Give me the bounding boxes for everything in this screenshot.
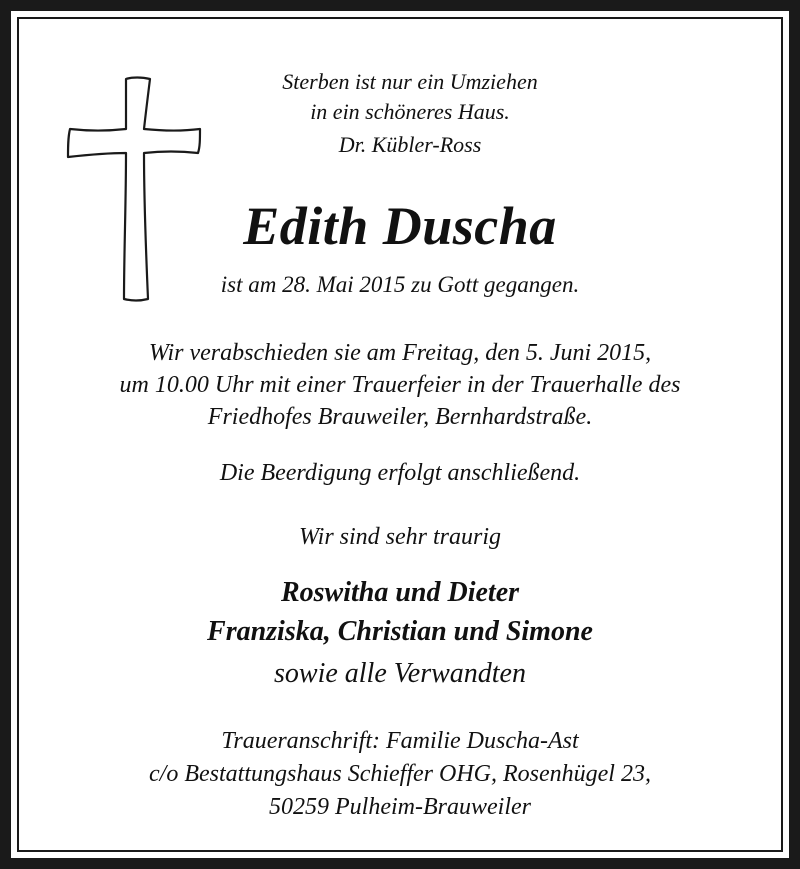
quote-author: Dr. Kübler-Ross bbox=[338, 132, 482, 157]
mourning-note: Wir sind sehr traurig bbox=[298, 524, 502, 550]
deceased-name: Edith Duscha bbox=[243, 196, 557, 256]
family-line-2: Franziska, Christian und Simone bbox=[207, 616, 593, 647]
quote-line-2: in ein schöneres Haus. bbox=[310, 99, 510, 124]
burial-note: Die Beerdigung erfolgt anschließend. bbox=[219, 460, 581, 486]
farewell-line-2: um 10.00 Uhr mit einer Trauerfeier in der Trauerhalle des bbox=[119, 372, 681, 398]
family-line-1: Roswitha und Dieter bbox=[280, 577, 520, 608]
obituary-card bbox=[11, 11, 789, 858]
address-line-2: c/o Bestattungshaus Schieffer OHG, Rosenhügel 23, bbox=[149, 761, 651, 787]
farewell-line-1: Wir verabschieden sie am Freitag, den 5. Juni 2015, bbox=[148, 340, 652, 366]
obituary-border bbox=[17, 17, 783, 852]
cross-icon bbox=[64, 73, 204, 305]
quote-line-1: Sterben ist nur ein Umziehen bbox=[282, 69, 538, 94]
farewell-line-3: Friedhofes Brauweiler, Bernhardstraße. bbox=[207, 404, 593, 430]
address-line-3: 50259 Pulheim-Brauweiler bbox=[269, 794, 531, 820]
relatives-line: sowie alle Verwandten bbox=[274, 658, 526, 689]
passing-date: ist am 28. Mai 2015 zu Gott gegangen. bbox=[220, 272, 580, 297]
address-line-1: Traueranschrift: Familie Duscha-Ast bbox=[221, 728, 579, 754]
